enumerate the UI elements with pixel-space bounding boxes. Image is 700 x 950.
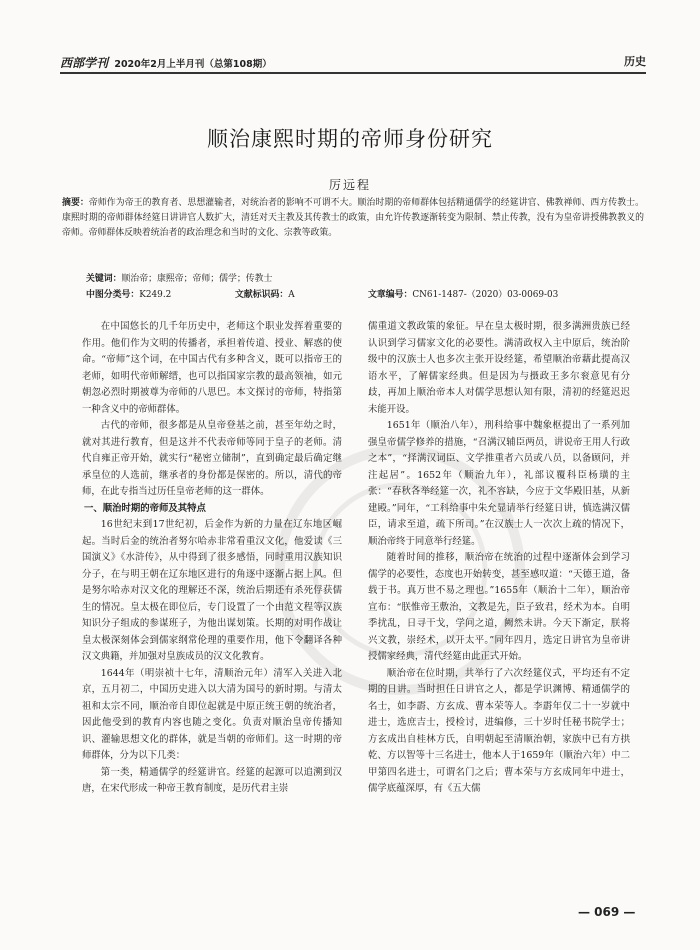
doc-code bbox=[235, 287, 295, 300]
article-number-value: CN61-1487-（2020）03-0069-03 bbox=[412, 290, 559, 300]
abstract-text: 帝师作为帝王的教育者、思想灌输者，对统治者的影响不可谓不大。顺治时期的帝师群体包括精通儒学的经筵讲官、佛教禅师、西方传教士。康熙时期的帝师群体经筵日讲讲官人数扩大，清廷对天主教及其传教士的政策，由允许传教逐渐转变为限制、禁止传教，没有为皇帝讲授佛教教义的帝师。帝师群体反映着统治者的政治理念和当时的文化、宗教等政策。 bbox=[62, 198, 645, 238]
paragraph: 古代的帝师，很多都是从皇帝登基之前，甚至年幼之时，就对其进行教育，但是这并不代表帝师等同于皇子的老师。清代自雍正帝开始，就实行“秘密立储制”，直到确定最后确定继承皇位的人选前，继承者的身份都是保密的。所以，清代的帝师，在此专指当过历任皇帝老师的这一群体。 bbox=[82, 420, 342, 497]
paragraph: 第一类，精通儒学的经筵讲官。经筵的起源可以追溯到汉唐，在宋代形成一种帝王教育制度，是历代君主崇 bbox=[82, 766, 342, 794]
page-number: — 069 — bbox=[578, 905, 636, 919]
article-number bbox=[368, 287, 558, 300]
paragraph: 儒重道文教政策的象征。早在皇太极时期，很多满洲贵族已经认识到学习儒家文化的必要性。满清政权入主中原后，统治阶级中的汉族士人也多次主张开设经筵，希望顺治帝藉此提高汉语水平，了解儒家经典。但是因为与摄政王多尔衮意见有分歧，再加上顺治帝本人对儒学思想认知有限，清初的经筵迟迟未能开设。 bbox=[368, 321, 630, 415]
running-header bbox=[60, 50, 646, 74]
paragraph: 1644年（明崇祯十七年，清顺治元年）清军入关进入北京，五月初二，中国历史进入以大清为国号的新时期。与清太祖和太宗不同，顺治帝自即位起就是中原正统王朝的统治者，因此他受到的教育内容也随之变化。负责对顺治皇帝传播知识、灌输思想文化的群体，就是当朝的帝师们。这一时期的帝师群体，分为以下几类： bbox=[82, 667, 342, 761]
doc-code-value: A bbox=[288, 290, 295, 300]
header-left bbox=[60, 54, 272, 71]
clc-number bbox=[86, 287, 171, 300]
body-column-left bbox=[82, 319, 342, 798]
abstract-label: 摘要： bbox=[62, 198, 89, 208]
keywords bbox=[86, 271, 272, 284]
paragraph: 16世纪末到17世纪初，后金作为新的力量在辽东地区崛起。当时后金的统治者努尔哈赤非常看重汉文化，他爱读《三国演义》《水浒传》，从中得到了很多感悟，同时重用汉族知识分子，在与明王朝在辽东地区进行的角逐中逐渐占据上风。但是努尔哈赤对汉文化的理解还不深，统治后期还有杀死俘获儒生的情况。皇太极在即位后，专门设置了一个由范文程等汉族知识分子组成的参谋班子，为他出谋划策。长期的对明作战让皇太极深刻体会到儒家纲常伦理的重要作用，他下令翻译各种汉文典籍，并加强对皇族成员的汉文化教育。 bbox=[82, 519, 342, 662]
paragraph: 1651年（顺治八年），刑科给事中魏象枢提出了一系列加强皇帝儒学修养的措施，“召满汉辅臣两员，讲说帝王用人行政之本”，“择满汉词臣、文学推重者六员或八员，以备顾问，并注起居”。1652年（顺治九年），礼部议覆科臣杨璜的主张：“春秋各举经筵一次，礼不容缺，今应于文华殿旧基，从新建殿。”同年，“工科给事中朱允显请举行经筵日讲，慎选满汉儒臣，请求至道，疏下所司。”在汉族士人一次次上疏的情况下，顺治帝终于同意举行经筵。 bbox=[368, 420, 630, 547]
paragraph: 在中国悠长的几千年历史中，老师这个职业发挥着重要的作用。他们作为文明的传播者，承担着传道、授业、解惑的使命。“帝师”这个词，在中国古代有多种含义，既可以指帝王的老师，如明代帝师解缙，也可以指国家宗教的最高领袖，如元朝忽必烈时期被尊为帝师的八思巴。本文探讨的帝师，特指第一种含义中的帝师群体。 bbox=[82, 321, 342, 415]
paragraph: 随着时间的推移，顺治帝在统治的过程中逐渐体会到学习儒学的必要性，态度也开始转变，甚至感叹道：“天德王道，备载于书。真万世不易之理也。”1655年（顺治十二年），顺治帝宣布：“朕惟帝王敷治，文教是先，臣子致君，经术为本。自明季扰乱，日寻干戈，学问之道，阙然未讲。今天下渐定，朕将兴文教，崇经术，以开太平。”同年四月，选定日讲官为皇帝讲授儒家经典，清代经筵由此正式开始。 bbox=[368, 552, 630, 662]
body-column-right bbox=[368, 319, 630, 798]
journal-logo: 西部学刊 bbox=[60, 56, 109, 70]
doc-code-label: 文献标识码： bbox=[235, 290, 289, 300]
keywords-text: 顺治帝；康熙帝；帝师；儒学；传教士 bbox=[121, 274, 273, 284]
article-number-label: 文章编号： bbox=[368, 290, 413, 300]
clc-value: K249.2 bbox=[139, 290, 172, 300]
issue-info: 2020年2月上半月刊（总第108期） bbox=[114, 59, 272, 70]
abstract bbox=[62, 196, 644, 240]
keywords-label: 关键词： bbox=[86, 274, 122, 284]
article-title: 顺治康熙时期的帝师身份研究 bbox=[207, 127, 493, 151]
paragraph: 顺治帝在位时期，共举行了六次经筵仪式，平均还有不定期的日讲。当时担任日讲官之人，都是学识渊博、精通儒学的名士，如李霨、方玄成、曹本荣等人。李霨年仅二十一岁就中进士，选庶吉士，授检讨，进编修，三十岁时任秘书院学士；方玄成出自桂林方氏，自明朝起至清顺治朝，家族中已有方拱乾、方以智等十三名进士，他本人于1659年（顺治六年）中二甲第四名进士，可谓名门之后；曹本荣与方玄成同年中进士，儒学底蕴深厚，有《五大儒 bbox=[368, 667, 630, 794]
article-author: 厉远程 bbox=[328, 178, 371, 192]
section-heading: 一、顺治时期的帝师及其特点 bbox=[84, 502, 206, 514]
clc-label: 中图分类号： bbox=[86, 290, 140, 300]
section-name: 历史 bbox=[624, 55, 646, 68]
